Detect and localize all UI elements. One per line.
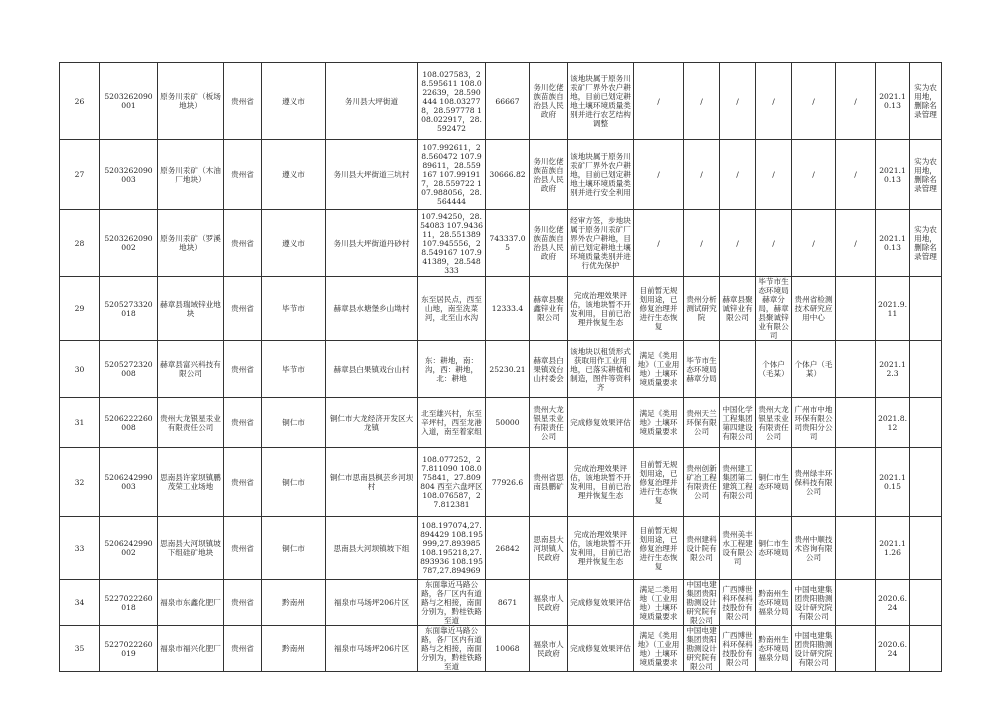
supervision-unit-cell: 铜仁市生态环境局 bbox=[756, 448, 792, 517]
remark-cell bbox=[910, 398, 942, 448]
table-row bbox=[60, 398, 942, 448]
row-number-cell: 27 bbox=[60, 140, 100, 210]
area-cell: 26842 bbox=[486, 517, 530, 580]
investigation-unit-cell: / bbox=[684, 140, 720, 210]
coordinates-cell: 108.197074,27.894429 108.195999,27.893985 108.195218,27.893936 108.195787,27.894969 bbox=[418, 517, 486, 580]
site-code-cell: 5203262090001 bbox=[100, 63, 158, 140]
province-cell: 贵州省 bbox=[224, 140, 262, 210]
remark-cell bbox=[910, 448, 942, 517]
remediation-unit-cell: 广西博世科环保科技股份有限公司 bbox=[720, 580, 756, 626]
province-cell: 贵州省 bbox=[224, 517, 262, 580]
supervision-unit-cell: 个体户（毛某） bbox=[756, 341, 792, 398]
investigation-unit-cell: 贵州天兰环保有限公司 bbox=[684, 398, 720, 448]
responsible-party-cell: 赫章县聚鑫锌业有限公司 bbox=[530, 277, 568, 341]
status-cell: 该地块属于原务川汞矿厂界外农户耕地，目前已划定耕地土壤环境质量类别并进行安全利用 bbox=[568, 140, 634, 210]
investigation-unit-cell: 毕节市生态环境局赫章分局 bbox=[684, 341, 720, 398]
status-cell: 完成治理效果评估，该地块暂不开发利用，目前已治理并恢复生态 bbox=[568, 517, 634, 580]
remediation-unit-cell: / bbox=[720, 63, 756, 140]
city-cell: 遵义市 bbox=[262, 63, 326, 140]
row-number-cell: 35 bbox=[60, 626, 100, 672]
status-cell: 完成修复效果评估 bbox=[568, 580, 634, 626]
date-cell: 2021.10.15 bbox=[876, 448, 910, 517]
remediation-unit-cell: 赫章县聚诚锌业有限公司 bbox=[720, 277, 756, 341]
extra-unit-cell bbox=[836, 626, 876, 672]
status-cell: 完成治理效果评估，该地块暂不开发利用，目前已治理并恢复生态 bbox=[568, 277, 634, 341]
remark-cell bbox=[910, 626, 942, 672]
planned-use-cell: 满足《类用地》（工业用地）土壤环境质量要求 bbox=[634, 341, 684, 398]
table-row bbox=[60, 626, 942, 672]
remediation-unit-cell: / bbox=[720, 210, 756, 277]
table-row bbox=[60, 448, 942, 517]
site-name-cell: 贵州大龙银星汞业有限责任公司 bbox=[158, 398, 224, 448]
site-code-cell: 5203262090002 bbox=[100, 210, 158, 277]
date-cell: 2021.10.13 bbox=[876, 140, 910, 210]
site-code-cell: 5227022260019 bbox=[100, 626, 158, 672]
province-cell: 贵州省 bbox=[224, 63, 262, 140]
responsible-party-cell: 务川仡佬族苗族自治县人民政府 bbox=[530, 63, 568, 140]
supervision-unit-cell: / bbox=[756, 210, 792, 277]
remark-cell: 实为农用地，删除名录管理 bbox=[910, 63, 942, 140]
city-cell: 黔南州 bbox=[262, 580, 326, 626]
evaluation-unit-cell: 贵州中顺技术咨询有限公司 bbox=[792, 517, 836, 580]
site-code-cell: 5227022260018 bbox=[100, 580, 158, 626]
investigation-unit-cell: / bbox=[684, 210, 720, 277]
remediation-unit-cell: 中国化学工程集团第四建设有限公司 bbox=[720, 398, 756, 448]
extra-unit-cell bbox=[836, 448, 876, 517]
planned-use-cell: / bbox=[634, 140, 684, 210]
location-cell: 福泉市马场坪206片区 bbox=[326, 626, 418, 672]
date-cell: 2021.10.13 bbox=[876, 210, 910, 277]
site-name-cell: 赫章县瑞域锌业地块 bbox=[158, 277, 224, 341]
contaminated-site-registry-table bbox=[59, 62, 942, 672]
remediation-unit-cell: 贵州美丰水工程建设有限公司 bbox=[720, 517, 756, 580]
table-row bbox=[60, 341, 942, 398]
remediation-unit-cell: 贵州建工集团第二建筑工程有限公司 bbox=[720, 448, 756, 517]
responsible-party-cell: 福泉市人民政府 bbox=[530, 580, 568, 626]
city-cell: 铜仁市 bbox=[262, 398, 326, 448]
coordinates-cell: 东面靠近马路公路，各厂区内有道路与之相接，南面分别为，黔桂铁路至道 bbox=[418, 580, 486, 626]
province-cell: 贵州省 bbox=[224, 398, 262, 448]
table-row bbox=[60, 277, 942, 341]
province-cell: 贵州省 bbox=[224, 580, 262, 626]
area-cell: 743337.05 bbox=[486, 210, 530, 277]
investigation-unit-cell: 中国电建集团贵阳勘测设计研究院有限公司 bbox=[684, 626, 720, 672]
row-number-cell: 31 bbox=[60, 398, 100, 448]
extra-unit-cell: / bbox=[836, 140, 876, 210]
province-cell: 贵州省 bbox=[224, 626, 262, 672]
site-name-cell: 思南县许家坝镇鹏茂荣工业场地 bbox=[158, 448, 224, 517]
responsible-party-cell: 务川仡佬族苗族自治县人民政府 bbox=[530, 210, 568, 277]
city-cell: 黔南州 bbox=[262, 626, 326, 672]
city-cell: 遵义市 bbox=[262, 210, 326, 277]
planned-use-cell: 目前暂无规划用途，已修复治理并进行生态恢复 bbox=[634, 448, 684, 517]
evaluation-unit-cell: / bbox=[792, 140, 836, 210]
coordinates-cell: 108.077252，27.811090 108.075841，27.809804 西至六盘坪区 108.076587，27.812381 bbox=[418, 448, 486, 517]
responsible-party-cell: 务川仡佬族苗族自治县人民政府 bbox=[530, 140, 568, 210]
row-number-cell: 28 bbox=[60, 210, 100, 277]
location-cell: 务川县大坪街道 bbox=[326, 63, 418, 140]
location-cell: 铜仁市大龙经济开发区大龙镇 bbox=[326, 398, 418, 448]
planned-use-cell: 满足二类用地（工业用地）土壤环境质量要求 bbox=[634, 580, 684, 626]
row-number-cell: 32 bbox=[60, 448, 100, 517]
site-name-cell: 赫章县富兴科技有限公司 bbox=[158, 341, 224, 398]
coordinates-cell: 北至雄兴村，东至辛坪村，西至龙港入道，南至着家组 bbox=[418, 398, 486, 448]
area-cell: 8671 bbox=[486, 580, 530, 626]
evaluation-unit-cell: 广州市中地环保有限公司贵阳分公司 bbox=[792, 398, 836, 448]
responsible-party-cell: 贵州大龙银星汞业有限责任公司 bbox=[530, 398, 568, 448]
planned-use-cell: 满足《类用地》（工业用地）土壤环境质量要求 bbox=[634, 626, 684, 672]
extra-unit-cell bbox=[836, 341, 876, 398]
city-cell: 毕节市 bbox=[262, 277, 326, 341]
coordinates-cell: 东至居民点，西至山地，南至洗菜河，北至山水沟 bbox=[418, 277, 486, 341]
supervision-unit-cell: 毕节市生态环境局赫章分局，赫章县聚诚锌业有限公司 bbox=[756, 277, 792, 341]
remark-cell: 实为农用地，删除名录管理 bbox=[910, 210, 942, 277]
area-cell: 25230.21 bbox=[486, 341, 530, 398]
site-name-cell: 福泉市福兴化肥厂 bbox=[158, 626, 224, 672]
city-cell: 铜仁市 bbox=[262, 448, 326, 517]
extra-unit-cell: / bbox=[836, 210, 876, 277]
investigation-unit-cell: 贵州建科设计院有限公司 bbox=[684, 517, 720, 580]
responsible-party-cell: 福泉市人民政府 bbox=[530, 626, 568, 672]
extra-unit-cell bbox=[836, 398, 876, 448]
date-cell: 2021.9.11 bbox=[876, 277, 910, 341]
remediation-unit-cell: / bbox=[720, 140, 756, 210]
site-name-cell: 思南县大河坝镇坡下组硅矿地块 bbox=[158, 517, 224, 580]
date-cell: 2021.12.3 bbox=[876, 341, 910, 398]
supervision-unit-cell: / bbox=[756, 140, 792, 210]
location-cell: 赫章县水塘堡乡山坳村 bbox=[326, 277, 418, 341]
area-cell: 12333.4 bbox=[486, 277, 530, 341]
remark-cell bbox=[910, 341, 942, 398]
area-cell: 66667 bbox=[486, 63, 530, 140]
area-cell: 30666.82 bbox=[486, 140, 530, 210]
status-cell: 该地块属于原务川汞矿厂界外农户耕地，目前已划定耕地土壤环境质量类别并进行农艺结构调整 bbox=[568, 63, 634, 140]
investigation-unit-cell: / bbox=[684, 63, 720, 140]
site-code-cell: 5206222260008 bbox=[100, 398, 158, 448]
evaluation-unit-cell: 中国电建集团贵阳勘测设计研究院有限公司 bbox=[792, 580, 836, 626]
date-cell: 2020.6.24 bbox=[876, 626, 910, 672]
remark-cell: 实为农用地，删除名录管理 bbox=[910, 140, 942, 210]
extra-unit-cell bbox=[836, 277, 876, 341]
planned-use-cell: / bbox=[634, 63, 684, 140]
supervision-unit-cell: / bbox=[756, 63, 792, 140]
supervision-unit-cell: 铜仁市生态环境局 bbox=[756, 517, 792, 580]
evaluation-unit-cell: / bbox=[792, 63, 836, 140]
city-cell: 铜仁市 bbox=[262, 517, 326, 580]
location-cell: 福泉市马场坪206片区 bbox=[326, 580, 418, 626]
coordinates-cell: 东：耕地，南：沟，西：耕地，北：耕地 bbox=[418, 341, 486, 398]
remark-cell bbox=[910, 517, 942, 580]
supervision-unit-cell: 黔南州生态环境局福泉分局 bbox=[756, 626, 792, 672]
evaluation-unit-cell: 贵州省检测技术研究应用中心 bbox=[792, 277, 836, 341]
table-row bbox=[60, 63, 942, 140]
supervision-unit-cell: 贵州大龙银星汞业有限责任公司 bbox=[756, 398, 792, 448]
planned-use-cell: / bbox=[634, 210, 684, 277]
area-cell: 10068 bbox=[486, 626, 530, 672]
remediation-unit-cell bbox=[720, 341, 756, 398]
table-row bbox=[60, 517, 942, 580]
evaluation-unit-cell: / bbox=[792, 210, 836, 277]
table-body bbox=[60, 63, 942, 672]
province-cell: 贵州省 bbox=[224, 448, 262, 517]
site-name-cell: 原务川汞矿（板场地块） bbox=[158, 63, 224, 140]
location-cell: 赫章县白果镇戏台山村 bbox=[326, 341, 418, 398]
investigation-unit-cell: 中国电建集团贵阳勘测设计研究院有限公司 bbox=[684, 580, 720, 626]
location-cell: 务川县大坪街道三坑村 bbox=[326, 140, 418, 210]
province-cell: 贵州省 bbox=[224, 277, 262, 341]
supervision-unit-cell: 黔南州生态环境局福泉分局 bbox=[756, 580, 792, 626]
row-number-cell: 26 bbox=[60, 63, 100, 140]
remark-cell bbox=[910, 580, 942, 626]
status-cell: 完成修复效果评估 bbox=[568, 626, 634, 672]
coordinates-cell: 108.027583，28.595611 108.022639，28.590444 108.032778，28.597778 108.022917，28.592472 bbox=[418, 63, 486, 140]
responsible-party-cell: 贵州省思南县鹏矿 bbox=[530, 448, 568, 517]
site-name-cell: 福泉市东鑫化肥厂 bbox=[158, 580, 224, 626]
location-cell: 铜仁市思南县枫芸乡河坝村 bbox=[326, 448, 418, 517]
date-cell: 2021.11.26 bbox=[876, 517, 910, 580]
date-cell: 2021.8.12 bbox=[876, 398, 910, 448]
status-cell: 经审方签，步地块属于原务川汞矿厂界外农户耕地，目前已划定耕地土壤环境质量类别并进行优先保护 bbox=[568, 210, 634, 277]
table-row bbox=[60, 140, 942, 210]
status-cell: 完成修复效果评估 bbox=[568, 398, 634, 448]
planned-use-cell: 目前暂无规划用途，已修复治理并进行生态恢复 bbox=[634, 517, 684, 580]
coordinates-cell: 107.94250，28.54083 107.943611，28.551389 107.945556，28.549167 107.941389，28.548333 bbox=[418, 210, 486, 277]
date-cell: 2020.6.24 bbox=[876, 580, 910, 626]
city-cell: 毕节市 bbox=[262, 341, 326, 398]
site-code-cell: 5206242990002 bbox=[100, 517, 158, 580]
evaluation-unit-cell: 个体户（毛某） bbox=[792, 341, 836, 398]
responsible-party-cell: 思南县大河坝镇人民政府 bbox=[530, 517, 568, 580]
row-number-cell: 34 bbox=[60, 580, 100, 626]
location-cell: 思南县大河坝镇坡下组 bbox=[326, 517, 418, 580]
evaluation-unit-cell: 中国电建集团贵阳勘测设计研究院有限公司 bbox=[792, 626, 836, 672]
coordinates-cell: 东面靠近马路公路，各厂区内有道路与之相接，南面分别为，黔桂铁路至道 bbox=[418, 626, 486, 672]
city-cell: 遵义市 bbox=[262, 140, 326, 210]
remediation-unit-cell: 广西博世科环保科技股份有限公司 bbox=[720, 626, 756, 672]
site-name-cell: 原务川汞矿（罗溪地块） bbox=[158, 210, 224, 277]
province-cell: 贵州省 bbox=[224, 341, 262, 398]
area-cell: 50000 bbox=[486, 398, 530, 448]
extra-unit-cell bbox=[836, 517, 876, 580]
evaluation-unit-cell: 贵州绿丰环保科技有限公司 bbox=[792, 448, 836, 517]
row-number-cell: 29 bbox=[60, 277, 100, 341]
site-name-cell: 原务川汞矿（木油厂地块） bbox=[158, 140, 224, 210]
row-number-cell: 30 bbox=[60, 341, 100, 398]
remark-cell bbox=[910, 277, 942, 341]
area-cell: 77926.6 bbox=[486, 448, 530, 517]
row-number-cell: 33 bbox=[60, 517, 100, 580]
site-code-cell: 5205272320008 bbox=[100, 341, 158, 398]
responsible-party-cell: 赫章县白果镇戏台山村委会 bbox=[530, 341, 568, 398]
date-cell: 2021.10.13 bbox=[876, 63, 910, 140]
site-code-cell: 5206242990003 bbox=[100, 448, 158, 517]
investigation-unit-cell: 贵州创新矿冶工程有限责任公司 bbox=[684, 448, 720, 517]
province-cell: 贵州省 bbox=[224, 210, 262, 277]
table-row bbox=[60, 210, 942, 277]
coordinates-cell: 107.992611，28.560472 107.989611，28.559167 107.991917，28.559722 107.988056，28.564444 bbox=[418, 140, 486, 210]
site-code-cell: 5205273320018 bbox=[100, 277, 158, 341]
location-cell: 务川县大坪街道丹砂村 bbox=[326, 210, 418, 277]
planned-use-cell: 目前暂无规划用途，已修复治理并进行生态恢复 bbox=[634, 277, 684, 341]
extra-unit-cell: / bbox=[836, 63, 876, 140]
status-cell: 完成治理效果评估，该地块暂不开发利用，目前已治理并恢复生态 bbox=[568, 448, 634, 517]
investigation-unit-cell: 贵州分析测试研究院 bbox=[684, 277, 720, 341]
site-code-cell: 5203262090003 bbox=[100, 140, 158, 210]
table-row bbox=[60, 580, 942, 626]
status-cell: 该地块以租赁形式获取用作工业用地，已落实耕植和制造，图件等资料齐 bbox=[568, 341, 634, 398]
extra-unit-cell bbox=[836, 580, 876, 626]
planned-use-cell: 满足《类用地》土壤环境质量要求 bbox=[634, 398, 684, 448]
